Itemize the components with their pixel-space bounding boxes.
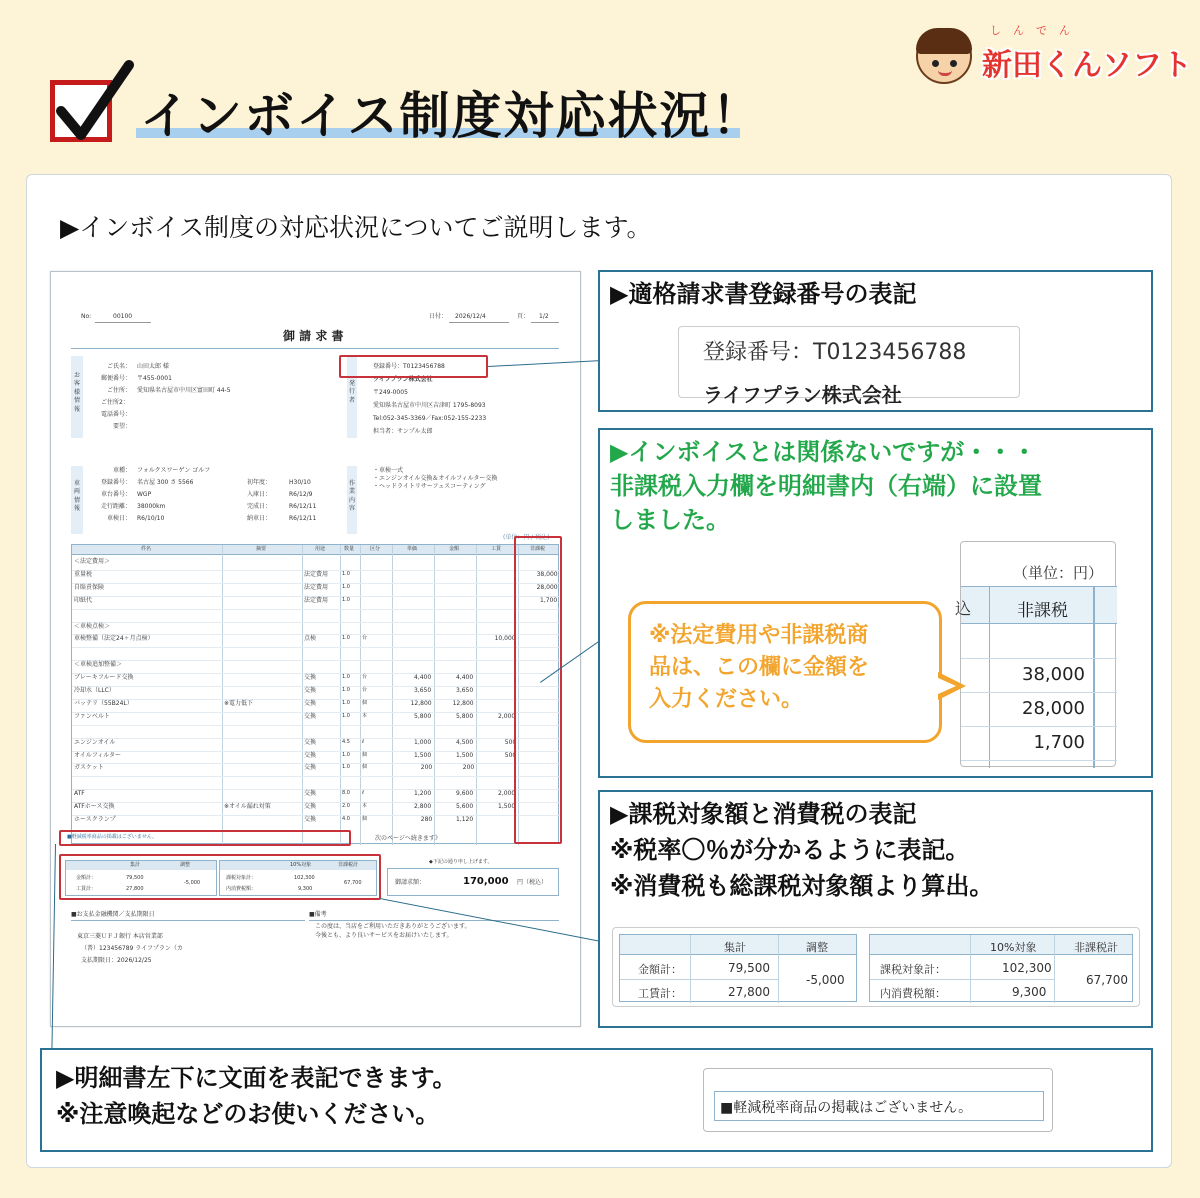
issuer-row: ライフプラン株式会社 [373,376,433,383]
table-cell: 4,400 [456,674,474,682]
table-cell: 1,500 [414,751,432,759]
bubble-tail-inner [936,677,956,695]
total-note: ◆下記の通り申し上げます。 [429,859,493,865]
vehicle-row-label: 登録番号： [101,479,132,486]
panel3-line3: ※消費税も総課税対象額より算出。 [610,872,994,900]
table-cell: 交換 [304,764,317,772]
vehicle-row-value: 名古屋 300 さ 5566 [137,479,194,486]
zoom-sum-r1-value: 79,500 [728,961,770,975]
vehicle-row-value: WGP [137,491,152,498]
memo-row: 今後とも、より良いサービスをお届けいたします。 [315,932,453,939]
tax-box-nontax: 67,700 [344,880,362,886]
customer-row-label: 電話番号： [101,411,132,418]
vehicle-row-label: 車種： [113,467,132,474]
zoom-sum-h2: 調整 [806,941,828,954]
zoom-tax-nontax: 67,700 [1086,973,1128,987]
total-label: 御請求額： [395,879,426,886]
table-cell: 交換 [304,790,317,798]
table-cell: ATFホース交換 [74,803,115,811]
table-header-cell: 数量 [344,546,355,552]
zoom-sum-r2-value: 27,800 [728,985,770,999]
table-cell: ホースクランプ [74,816,116,823]
registration-number-text: 登録番号：T0123456788 [703,340,967,365]
customer-side-label: お客様情報 [74,372,81,413]
table-cell: 台 [362,635,368,642]
issuer-row: 登録番号：T0123456788 [373,363,445,370]
invoice-no-value: 00100 [113,313,133,320]
speech-bubble [628,601,942,743]
zoom-tax-h2: 非課税計 [1074,941,1118,954]
table-cell: 個 [362,699,368,706]
table-cell: バッテリ（55B24L） [74,699,133,707]
vehicle-row-label: 車検日： [107,515,132,522]
panel3-line2: ※税率〇％が分かるように表記。 [610,836,970,864]
table-cell: 自賠責保険 [74,583,105,591]
table-cell: ガスケット [74,764,104,772]
table-cell: 10,000 [494,635,516,643]
customer-row-label: ご住所： [107,387,132,394]
table-cell: 法定費用 [304,583,329,591]
table-cell: 5,600 [456,803,474,811]
customer-row-label: ご氏名： [107,363,132,370]
work-row: ・エンジンオイル交換＆オイルフィルター交換 [373,475,498,482]
zoom-head-cut: 込 [955,599,972,618]
table-cell: ※オイル漏れ対策 [224,803,271,811]
table-cell: 交換 [304,699,317,707]
vehicle-row-value: R6/12/9 [289,491,313,498]
bottom-note-text: ■軽減税率商品の掲載はございません。 [720,1100,973,1116]
zoom-value: 1,700 [1033,732,1085,753]
reg-number-highlight [339,355,488,378]
zoom-tax-r1-value: 102,300 [1002,961,1052,975]
table-cell: 1.0 [342,699,350,706]
tax-box-r1-value: 102,300 [294,875,315,881]
table-cell: 冷却水（LLC） [74,687,115,694]
vehicle-row-value: H30/10 [289,479,311,486]
vehicle-row-label: 初年度： [247,479,272,486]
table-cell: 9,600 [456,790,474,798]
table-cell: 5,800 [456,712,474,720]
issuer-row: 〒249-0005 [373,389,408,396]
table-header-cell: 工賃 [491,546,502,552]
reduced-note: ■軽減税率商品の掲載はございません。 [67,834,158,840]
memo-row: この度は、当店をご利用いただきありがとうございます。 [315,923,471,930]
registration-zoom [678,326,1020,407]
nontax-column-zoom [955,541,1116,767]
table-cell: 200 [420,764,433,772]
sum-box-h1: 集計 [130,862,141,868]
table-cell: 1.0 [342,712,350,719]
vehicle-row-value: R6/10/10 [137,515,165,522]
unit-note: (単位：円 / 税込) [503,534,550,541]
table-cell: 3,650 [414,687,432,694]
table-cell: 1.0 [342,583,350,590]
customer-row-value: 山田太郎 様 [137,363,169,370]
table-header-cell: 非課税 [530,546,546,552]
tax-box-h2: 非課税計 [338,862,359,868]
table-header-cell: 件名 [141,546,152,552]
checkmark-icon [51,63,131,143]
work-row: ・ヘッドライトリサーフェスコーティング [373,483,486,490]
table-cell: 法定費用 [304,596,329,604]
bubble-line: 品は、この欄に金額を [649,654,870,680]
table-cell: 印紙代 [74,596,93,604]
table-cell: 個 [362,816,368,822]
invoice-document [50,271,581,1027]
vehicle-row-label: 納車日： [247,515,272,522]
table-cell: 280 [420,816,433,823]
table-cell: 交換 [304,738,317,746]
table-cell: 重量税 [74,570,93,578]
customer-row-value: 愛知県名古屋市中川区富田町 44-5 [137,387,231,394]
zoom-sum-r2-label: 工賃計： [638,987,682,1000]
table-cell: 200 [462,764,475,772]
brand-logo [916,22,1192,83]
sum-box [65,860,217,896]
mascot-face-icon [916,28,972,84]
invoice-page-label: 頁： [517,313,530,320]
vehicle-row-value: R6/12/11 [289,503,317,510]
table-cell: 交換 [304,674,317,682]
table-cell: 1.0 [342,570,350,577]
table-cell: ファンベルト [74,712,110,720]
work-side-label: 作業内容 [349,480,356,513]
vehicle-row-value: フォルクスワーゲン ゴルフ [137,467,211,474]
table-cell: ＜車検追加整備＞ [74,661,123,669]
zoom-sum-r1-label: 金額計： [638,963,682,976]
pay-row: 支払期限日：2026/12/25 [81,957,152,964]
tax-summary-zoom [612,927,1140,1007]
panel4-line1: ▶明細書左下に文面を表記できます。 [56,1064,457,1092]
table-cell: 2.0 [342,803,350,810]
panel1-title: ▶適格請求書登録番号の表記 [610,280,917,308]
panel4-line2: ※注意喚起などのお使いください。 [56,1100,440,1128]
table-cell: 点検 [304,635,317,643]
table-cell: 1.0 [342,596,350,603]
zoom-tax-r1-label: 課税対象計： [880,963,946,976]
logo-ruby: しんでん [990,24,1082,37]
table-cell: 1,700 [540,596,558,604]
zoom-value: 28,000 [1022,698,1085,719]
table-cell: 交換 [304,816,317,823]
table-cell: エンジンオイル [74,738,116,746]
intro-text: ▶インボイス制度の対応状況についてご説明します。 [60,213,652,242]
vehicle-row-value: 38000km [137,503,166,510]
memo-title: ■備考 [309,911,327,918]
table-cell: 1,120 [456,816,474,823]
customer-row-value: 〒455-0001 [137,375,172,382]
pay-title: ■お支払金融機関／支払期限日 [71,911,155,918]
zoom-sum-adjust: -5,000 [806,973,845,987]
vehicle-row-label: 完成日： [247,503,272,510]
table-cell: 12,800 [452,699,474,707]
table-cell: ℓ [362,790,365,797]
vehicle-row-value: R6/12/11 [289,515,317,522]
panel2-title-line1: ▶インボイスとは関係ないですが・・・ [610,438,1037,466]
sum-box-r1-value: 79,500 [126,875,144,881]
pay-row: 東京三菱ＵＦＪ銀行 本店営業部 [77,933,163,940]
table-cell: 法定費用 [304,570,329,578]
table-header-cell: 区分 [370,546,381,552]
table-cell: 4,400 [414,674,432,682]
table-cell: 1,500 [498,803,516,811]
table-cell: ＜車検点検＞ [74,622,111,630]
total-unit: 円（税込） [517,879,548,886]
tax-box-r1-label: 課税対象計： [226,875,257,881]
tax-box-h1: 10%対象 [290,862,312,868]
sum-box-h2: 調整 [180,862,191,868]
table-cell: ATF [74,790,85,798]
table-cell: 2,800 [414,803,432,811]
checkbox-icon [50,80,112,142]
tax-box-r2-label: 内消費税額： [226,886,257,892]
bubble-line: ※法定費用や非課税商 [649,623,869,648]
zoom-tax-h1: 10%対象 [990,941,1037,954]
table-cell: 500 [504,738,517,746]
table-cell: 個 [362,764,368,771]
table-cell: 8.0 [342,790,350,797]
table-cell: 交換 [304,687,317,694]
table-header-cell: 用途 [315,546,326,552]
table-cell: 4,500 [456,738,474,746]
table-cell: 1,000 [414,738,432,746]
table-cell: 本 [362,712,368,719]
items-table [71,544,559,844]
table-cell: ＜法定費用＞ [74,558,111,565]
table-cell: 5,800 [414,712,432,720]
table-cell: 交換 [304,712,317,720]
table-cell: 交換 [304,803,317,811]
invoice-title: 御 請 求 書 [283,329,344,343]
tax-box [219,860,377,896]
vehicle-row-label: 入庫日： [247,491,272,498]
zoom-head-nontax: 非課税 [1017,601,1068,621]
sum-box-r1-label: 金額計： [76,875,97,881]
zoom-tax-r2-value: 9,300 [1012,985,1047,999]
table-cell: 38,000 [536,570,558,578]
table-cell: 4.0 [342,816,350,822]
next-page-note: 次のページへ続きます》 [375,835,441,842]
pay-row: （普）123456789 ライフプラン（カ [81,945,183,952]
table-cell: 個 [362,751,368,758]
panel3-line1: ▶課税対象額と消費税の表記 [610,800,917,828]
table-cell: ℓ [362,738,365,745]
table-cell: 28,000 [536,583,558,591]
table-cell: ※電力低下 [224,699,254,707]
table-cell: 500 [504,751,517,759]
tax-box-r2-value: 9,300 [298,886,313,892]
invoice-page-value: 1/2 [539,313,549,320]
table-cell: 12,800 [410,699,432,707]
table-cell: 4.5 [342,738,350,745]
table-cell: 交換 [304,751,317,759]
vehicle-row-label: 走行距離： [101,503,132,510]
work-row: ・車検一式 [373,467,404,474]
issuer-row: 担当者：サンプル太郎 [373,428,433,435]
company-name-text: ライフプラン株式会社 [703,383,902,407]
total-value: 170,000 [463,876,509,887]
table-cell: 2,000 [498,712,516,720]
table-cell: 車検整備（法定24ヶ月点検） [74,635,154,643]
issuer-row: 愛知県名古屋市中川区吉津町 1795-8093 [373,402,486,409]
zoom-value: 38,000 [1022,664,1085,685]
sum-box-adjust: -5,000 [184,880,201,886]
table-cell: 台 [362,674,368,681]
panel2-title-line3: しました。 [610,506,730,534]
table-cell: 1,500 [456,751,474,759]
table-header-cell: 金額 [449,546,460,552]
invoice-no-label: No: [81,313,92,320]
table-cell: 1,200 [414,790,432,798]
panel2-title-line2: 非課税入力欄を明細書内（右端）に設置 [610,472,1042,500]
zoom-unit: （単位：円） [1013,564,1104,582]
page-title: インボイス制度対応状況！ [140,87,764,145]
table-cell: 2,000 [498,790,516,798]
customer-row-label: ご住所2： [101,399,129,406]
table-cell: 本 [362,803,368,810]
vehicle-side-label: 車両情報 [74,480,81,513]
table-cell: 1.0 [342,751,350,758]
logo-text: 新田くんソフト [982,48,1192,83]
issuer-side-label: 発行者 [349,380,356,404]
table-header-cell: 摘要 [256,546,267,552]
zoom-tax-r2-label: 内消費税額： [880,987,946,1000]
nontax-column-highlight [514,536,562,844]
table-cell: 1.0 [342,687,350,693]
customer-row-label: 要望： [113,423,132,430]
sum-box-r2-value: 27,800 [126,886,144,892]
zoom-sum-h1: 集計 [724,941,746,954]
table-cell: 1.0 [342,674,350,681]
table-cell: 台 [362,687,368,693]
table-cell: オイルフィルター [74,751,121,759]
bottom-note-zoom [703,1068,1053,1132]
vehicle-row-label: 車台番号： [101,491,132,498]
issuer-row: Tel:052-345-3369／Fax:052-155-2233 [373,415,487,422]
invoice-date-value: 2026/12/4 [455,313,486,320]
invoice-date-label: 日付： [429,313,448,320]
bubble-line: 入力ください。 [649,686,804,712]
table-cell: ブレーキフルード交換 [74,674,134,682]
table-cell: 1.0 [342,635,350,642]
table-cell: 1.0 [342,764,350,771]
table-cell: 3,650 [456,687,474,694]
customer-row-label: 郵便番号： [101,375,132,382]
sum-box-r2-label: 工賃計： [76,886,97,892]
table-header-cell: 単価 [407,546,418,552]
